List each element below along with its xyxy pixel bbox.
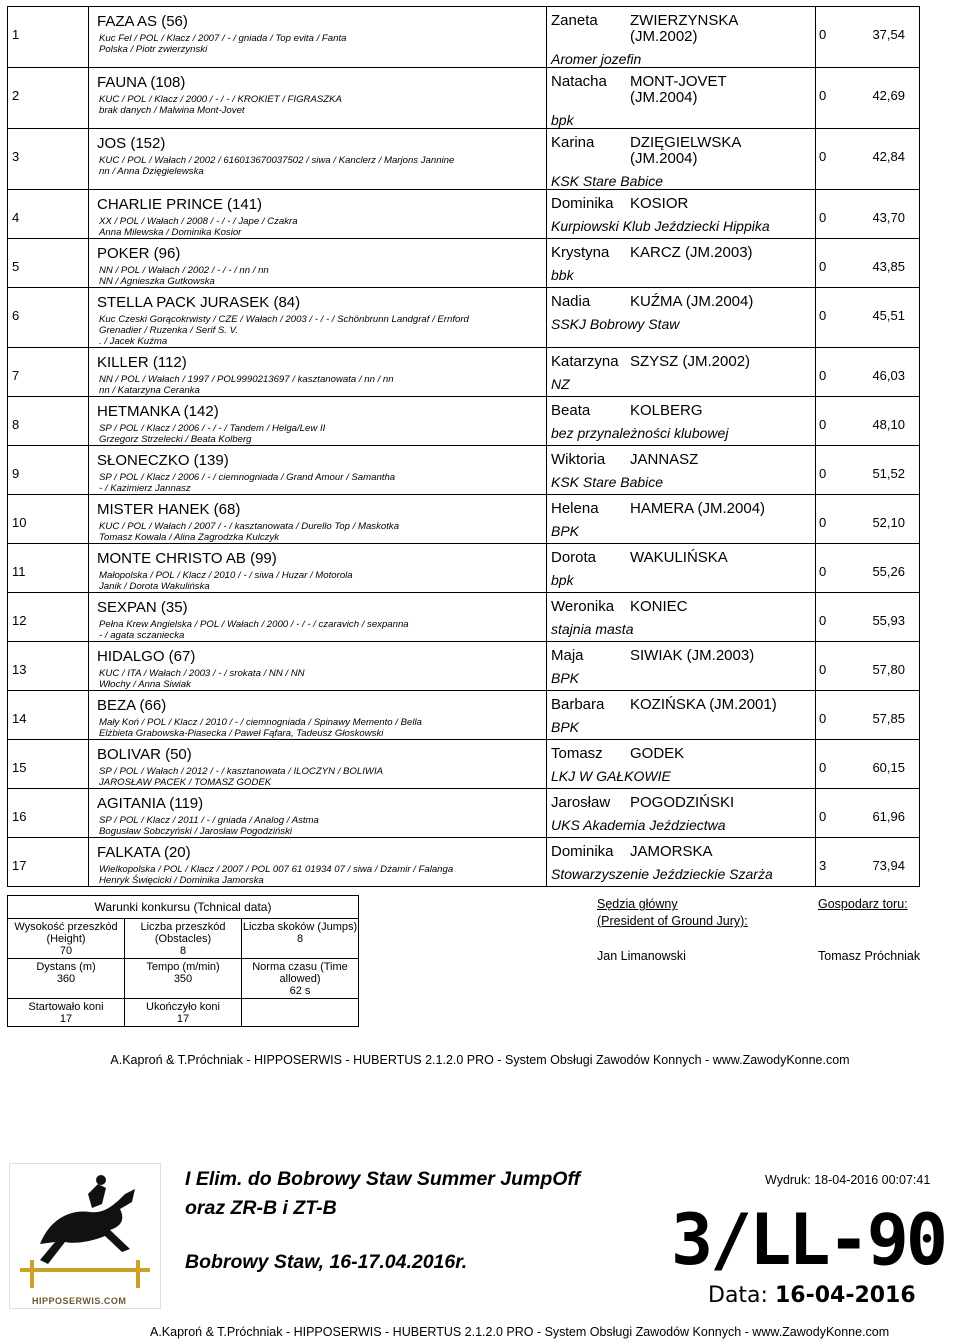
place-number: 4: [12, 210, 20, 225]
rider-last-name: KARCZ (JM.2003): [630, 244, 753, 261]
penalty-points: 3: [819, 858, 827, 873]
jumps-label: Liczba skoków (Jumps): [242, 921, 358, 933]
result-cell: [816, 348, 920, 397]
result-time: 61,96: [872, 809, 905, 824]
rider-first-name: Zaneta: [551, 12, 598, 29]
horse-cell: [89, 129, 547, 190]
rider-club: BPK: [551, 719, 580, 735]
place-number: 6: [12, 308, 20, 323]
rider-club: stajnia masta: [551, 621, 634, 637]
result-cell: [816, 446, 920, 495]
result-row: [8, 740, 920, 789]
distance-cell: [8, 959, 125, 999]
result-cell: [816, 397, 920, 446]
result-time: 45,51: [872, 308, 905, 323]
result-row: [8, 789, 920, 838]
event-title-line2: oraz ZR-B i ZT-B: [185, 1197, 337, 1219]
logo-text: HIPPOSERWIS.COM: [32, 1296, 127, 1306]
rider-cell: [547, 544, 816, 593]
judge-label-2: (President of Ground Jury):: [597, 914, 748, 928]
result-time: 55,93: [872, 613, 905, 628]
place-number: 15: [12, 760, 27, 775]
rider-club: SSKJ Bobrowy Staw: [551, 316, 680, 332]
rider-cell: [547, 190, 816, 239]
horse-description: KUC / ITA / Wałach / 2003 / - / srokata / NN / NN Włochy / Anna Siwiak: [99, 668, 305, 690]
result-row: [8, 7, 920, 68]
penalty-points: 0: [819, 760, 827, 775]
rider-cell: [547, 288, 816, 348]
penalty-points: 0: [819, 259, 827, 274]
result-cell: [816, 239, 920, 288]
penalty-points: 0: [819, 27, 827, 42]
result-row: [8, 544, 920, 593]
rider-cell: [547, 838, 816, 887]
software-credit-bottom: A.Kaproń & T.Próchniak - HIPPOSERWIS - HUBERTUS 2.1.2.0 PRO - System Obsługi Zawodów Konnych - www.ZawodyKonne.com: [150, 1325, 890, 1339]
horse-description: Wielkopolska / POL / Klacz / 2007 / POL 007 61 01934 07 / siwa / Dżamir / Falanga Henryk Święcicki / Dominika Jamorska: [99, 864, 454, 886]
obstacles-label: Liczba przeszkód (Obstacles): [140, 921, 226, 945]
horse-name: BOLIVAR (50): [97, 746, 192, 763]
result-time: 48,10: [872, 417, 905, 432]
height-cell: [8, 919, 125, 959]
place-cell: [8, 348, 89, 397]
rider-cell: [547, 348, 816, 397]
rider-last-name: KOZIŃSKA (JM.2001): [630, 696, 777, 713]
penalty-points: 0: [819, 466, 827, 481]
result-cell: [816, 593, 920, 642]
jumps-value: 8: [296, 933, 304, 945]
result-row: [8, 129, 920, 190]
horse-cell: [89, 642, 547, 691]
place-cell: [8, 544, 89, 593]
rider-first-name: Wiktoria: [551, 451, 606, 468]
result-time: 57,85: [872, 711, 905, 726]
horse-cell: [89, 691, 547, 740]
horse-name: JOS (152): [97, 135, 166, 152]
result-cell: [816, 495, 920, 544]
horse-name: HETMANKA (142): [97, 403, 219, 420]
result-row: [8, 397, 920, 446]
time-allowed-value: 62 s: [289, 985, 311, 998]
result-time: 43,85: [872, 259, 905, 274]
rider-last-name: POGODZIŃSKI: [630, 794, 735, 811]
result-row: [8, 691, 920, 740]
finished-value: 17: [176, 1013, 190, 1026]
print-timestamp: Wydruk: 18-04-2016 00:07:41: [765, 1173, 931, 1187]
penalty-points: 0: [819, 417, 827, 432]
rider-cell: [547, 642, 816, 691]
date-value: 16-04-2016: [774, 1283, 916, 1308]
result-cell: [816, 68, 920, 129]
place-cell: [8, 397, 89, 446]
rider-last-name: MONT-JOVET (JM.2004): [630, 73, 727, 106]
result-row: [8, 239, 920, 288]
event-title-line1: I Elim. do Bobrowy Staw Summer JumpOff: [185, 1168, 581, 1190]
horse-name: CHARLIE PRINCE (141): [97, 196, 263, 213]
horse-cell: [89, 288, 547, 348]
rider-last-name: SZYSZ (JM.2002): [630, 353, 751, 370]
place-number: 8: [12, 417, 20, 432]
rider-cell: [547, 789, 816, 838]
result-time: 57,80: [872, 662, 905, 677]
result-row: [8, 838, 920, 887]
result-row: [8, 190, 920, 239]
result-row: [8, 642, 920, 691]
date-line: [708, 1283, 916, 1308]
horse-description: SP / POL / Klacz / 2011 / - / gniada / Analog / Astma Bogusław Sobczyński / Jarosław Pogodziński: [99, 815, 319, 837]
rider-first-name: Natacha: [551, 73, 607, 90]
penalty-points: 0: [819, 809, 827, 824]
obstacles-value: 8: [179, 945, 187, 957]
rider-first-name: Tomasz: [551, 745, 603, 762]
rider-first-name: Barbara: [551, 696, 605, 713]
result-time: 51,52: [872, 466, 905, 481]
horse-name: AGITANIA (119): [97, 795, 204, 812]
result-time: 43,70: [872, 210, 905, 225]
place-cell: [8, 740, 89, 789]
place-cell: [8, 190, 89, 239]
rider-club: bez przynależności klubowej: [551, 425, 729, 441]
penalty-points: 0: [819, 613, 827, 628]
rider-last-name: JANNASZ: [630, 451, 699, 468]
result-time: 37,54: [872, 27, 905, 42]
place-number: 5: [12, 259, 20, 274]
rider-first-name: Katarzyna: [551, 353, 619, 370]
horse-name: BEZA (66): [97, 697, 167, 714]
rider-club: bpk: [551, 112, 574, 128]
place-number: 7: [12, 368, 20, 383]
place-cell: [8, 495, 89, 544]
penalty-points: 0: [819, 662, 827, 677]
place-cell: [8, 642, 89, 691]
rider-first-name: Dominika: [551, 195, 614, 212]
started-value: 17: [59, 1013, 73, 1026]
horse-cell: [89, 190, 547, 239]
rider-club: KSK Stare Babice: [551, 173, 664, 189]
started-cell: [8, 999, 125, 1027]
rider-club: KSK Stare Babice: [551, 474, 664, 490]
result-time: 46,03: [872, 368, 905, 383]
rider-last-name: DZIĘGIELWSKA (JM.2004): [630, 134, 742, 167]
rider-first-name: Krystyna: [551, 244, 610, 261]
rider-first-name: Helena: [551, 500, 599, 517]
obstacles-cell: [125, 919, 242, 959]
host-name: Tomasz Próchniak: [818, 949, 921, 963]
rider-first-name: Karina: [551, 134, 595, 151]
horse-name: MISTER HANEK (68): [97, 501, 241, 518]
horse-cell: [89, 68, 547, 129]
rider-first-name: Dominika: [551, 843, 614, 860]
result-row: [8, 288, 920, 348]
place-cell: [8, 288, 89, 348]
penalty-points: 0: [819, 515, 827, 530]
rider-cell: [547, 68, 816, 129]
place-cell: [8, 68, 89, 129]
judge-name: Jan Limanowski: [597, 949, 686, 963]
horse-description: Mały Koń / POL / Klacz / 2010 / - / ciemnogniada / Spinawy Memento / Bella Elżbieta Grabowska-Piasecka / Paweł Fąfara, Tadeusz Głoskowski: [99, 717, 422, 739]
rider-last-name: JAMORSKA: [630, 843, 713, 860]
place-cell: [8, 7, 89, 68]
place-number: 9: [12, 466, 20, 481]
result-time: 52,10: [872, 515, 905, 530]
place-cell: [8, 446, 89, 495]
result-cell: [816, 129, 920, 190]
distance-value: 360: [56, 973, 76, 986]
horse-cell: [89, 348, 547, 397]
horse-description: SP / POL / Klacz / 2006 / - / - / Tandem / Helga/Lew II Grzegorz Strzelecki / Beata Kolberg: [99, 423, 326, 445]
rider-club: Stowarzyszenie Jeździeckie Szarża: [551, 866, 773, 882]
result-cell: [816, 190, 920, 239]
place-cell: [8, 789, 89, 838]
place-number: 14: [12, 711, 27, 726]
rider-cell: [547, 740, 816, 789]
time-allowed-cell: [242, 959, 359, 999]
result-row: [8, 348, 920, 397]
software-credit: A.Kaproń & T.Próchniak - HIPPOSERWIS - HUBERTUS 2.1.2.0 PRO - System Obsługi Zawodów Konnych - www.ZawodyKonne.com: [110, 1053, 850, 1067]
rider-club: NZ: [551, 376, 570, 392]
horse-description: KUC / POL / Wałach / 2002 / 616013670037502 / siwa / Kanclerz / Marjons Jannine nn / Anna Dzięgielewska: [99, 155, 455, 177]
result-cell: [816, 288, 920, 348]
place-cell: [8, 838, 89, 887]
rider-cell: [547, 691, 816, 740]
horse-description: Kuc Czeski Gorącokrwisty / CZE / Wałach / 2003 / - / - / Schönbrunn Landgraf / Ernford Grenadier / Ruzenka / Serif S. V. . / Jacek Kuźma: [99, 314, 469, 347]
rider-first-name: Nadia: [551, 293, 591, 310]
rider-club: Kurpiowski Klub Jeździecki Hippika: [551, 218, 770, 234]
place-number: 1: [12, 27, 20, 42]
place-number: 13: [12, 662, 27, 677]
place-number: 2: [12, 88, 20, 103]
penalty-points: 0: [819, 711, 827, 726]
result-cell: [816, 642, 920, 691]
horse-name: SŁONECZKO (139): [97, 452, 229, 469]
rider-club: UKS Akademia Jeździectwa: [551, 817, 726, 833]
horse-description: KUC / POL / Klacz / 2000 / - / - / KROKIET / FIGRASZKA brak danych / Malwina Mont-Jovet: [99, 94, 342, 116]
started-label: Startowało koni: [28, 1001, 104, 1014]
finished-label: Ukończyło koni: [146, 1001, 220, 1014]
horse-cell: [89, 397, 547, 446]
result-row: [8, 446, 920, 495]
judge-label-1: Sędzia główny: [597, 897, 678, 911]
result-cell: [816, 838, 920, 887]
conditions-title: Warunki konkursu (Tchnical data): [8, 896, 359, 919]
rider-first-name: Beata: [551, 402, 591, 419]
rider-cell: [547, 397, 816, 446]
horse-description: Pełna Krew Angielska / POL / Wałach / 2000 / - / - / czaravich / sexpanna - / agata sczaniecka: [99, 619, 409, 641]
distance-label: Dystans (m): [36, 961, 96, 974]
rider-first-name: Dorota: [551, 549, 597, 566]
result-time: 42,84: [872, 149, 905, 164]
rider-cell: [547, 129, 816, 190]
tempo-cell: [125, 959, 242, 999]
rider-club: bbk: [551, 267, 574, 283]
rider-cell: [547, 239, 816, 288]
event-place-date: Bobrowy Staw, 16-17.04.2016r.: [185, 1251, 468, 1273]
horse-jump-icon: [10, 1164, 160, 1294]
horse-cell: [89, 740, 547, 789]
horse-name: FALKATA (20): [97, 844, 191, 861]
rider-club: LKJ W GAŁKOWIE: [551, 768, 671, 784]
height-value: 70: [59, 945, 73, 957]
horse-cell: [89, 446, 547, 495]
result-cell: [816, 544, 920, 593]
rider-first-name: Maja: [551, 647, 584, 664]
rider-club: Aromer jozefin: [551, 51, 642, 67]
horse-cell: [89, 495, 547, 544]
rider-club: bpk: [551, 572, 574, 588]
horse-cell: [89, 593, 547, 642]
rider-last-name: WAKULIŃSKA: [630, 549, 728, 566]
rider-last-name: KOSIOR: [630, 195, 689, 212]
penalty-points: 0: [819, 210, 827, 225]
result-time: 60,15: [872, 760, 905, 775]
horse-name: STELLA PACK JURASEK (84): [97, 294, 301, 311]
horse-cell: [89, 544, 547, 593]
rider-cell: [547, 593, 816, 642]
result-cell: [816, 789, 920, 838]
horse-description: XX / POL / Wałach / 2008 / - / - / Jape / Czakra Anna Milewska / Dominika Kosior: [99, 216, 298, 238]
place-cell: [8, 129, 89, 190]
place-number: 10: [12, 515, 27, 530]
horse-name: SEXPAN (35): [97, 599, 188, 616]
class-code: 3/LL-90: [671, 1199, 946, 1281]
horse-cell: [89, 789, 547, 838]
rider-club: BPK: [551, 670, 580, 686]
empty-cell: [242, 999, 359, 1027]
place-cell: [8, 593, 89, 642]
rider-cell: [547, 446, 816, 495]
penalty-points: 0: [819, 88, 827, 103]
finished-cell: [125, 999, 242, 1027]
rider-first-name: Jarosław: [551, 794, 611, 811]
results-table: [7, 6, 920, 887]
result-time: 42,69: [872, 88, 905, 103]
penalty-points: 0: [819, 564, 827, 579]
result-row: [8, 593, 920, 642]
rider-cell: [547, 7, 816, 68]
horse-description: Małopolska / POL / Klacz / 2010 / - / siwa / Huzar / Motorola Janik / Dorota Wakulińska: [99, 570, 353, 592]
horse-description: Kuc Fel / POL / Klacz / 2007 / - / gniada / Top evita / Fanta Polska / Piotr zwierzynski: [99, 33, 347, 55]
result-time: 55,26: [872, 564, 905, 579]
rider-cell: [547, 495, 816, 544]
horse-description: NN / POL / Wałach / 1997 / POL9990213697 / kasztanowata / nn / nn nn / Katarzyna Ceranka: [99, 374, 394, 396]
tempo-label: Tempo (m/min): [146, 961, 220, 974]
rider-club: BPK: [551, 523, 580, 539]
penalty-points: 0: [819, 368, 827, 383]
result-cell: [816, 740, 920, 789]
rider-last-name: KUŹMA (JM.2004): [630, 293, 754, 310]
height-label: Wysokość przeszkód (Height): [14, 921, 118, 945]
result-cell: [816, 691, 920, 740]
place-number: 17: [12, 858, 27, 873]
date-label: Data:: [708, 1283, 768, 1308]
horse-name: FAZA AS (56): [97, 13, 188, 30]
place-number: 12: [12, 613, 27, 628]
result-time: 73,94: [872, 858, 905, 873]
horse-description: SP / POL / Klacz / 2006 / - / ciemnogniada / Grand Amour / Samantha - / Kazimierz Jannasz: [99, 472, 396, 494]
horse-cell: [89, 7, 547, 68]
horse-name: POKER (96): [97, 245, 181, 262]
horse-name: FAUNA (108): [97, 74, 186, 91]
horse-name: KILLER (112): [97, 354, 187, 371]
result-row: [8, 68, 920, 129]
rider-last-name: ZWIERZYNSKA (JM.2002): [630, 12, 739, 45]
place-cell: [8, 239, 89, 288]
tempo-value: 350: [173, 973, 193, 986]
conditions-table: [7, 895, 359, 1027]
horse-name: MONTE CHRISTO AB (99): [97, 550, 277, 567]
penalty-points: 0: [819, 308, 827, 323]
horse-cell: [89, 838, 547, 887]
rider-last-name: KOLBERG: [630, 402, 703, 419]
penalty-points: 0: [819, 149, 827, 164]
horse-description: KUC / POL / Wałach / 2007 / - / kasztanowata / Durello Top / Maskotka Tomasz Kowala / Alina Zagrodzka Kulczyk: [99, 521, 400, 543]
result-cell: [816, 7, 920, 68]
rider-last-name: SIWIAK (JM.2003): [630, 647, 755, 664]
jumps-cell: [242, 919, 359, 959]
rider-last-name: HAMERA (JM.2004): [630, 500, 766, 517]
time-allowed-label: Norma czasu (Time allowed): [252, 961, 348, 986]
place-number: 16: [12, 809, 27, 824]
rider-first-name: Weronika: [551, 598, 615, 615]
horse-cell: [89, 239, 547, 288]
rider-last-name: KONIEC: [630, 598, 688, 615]
result-row: [8, 495, 920, 544]
results-body: [8, 7, 920, 887]
place-cell: [8, 691, 89, 740]
host-label: Gospodarz toru:: [818, 897, 908, 911]
rider-last-name: GODEK: [630, 745, 685, 762]
horse-description: NN / POL / Wałach / 2002 / - / - / nn / nn NN / Agnieszka Gutkowska: [99, 265, 269, 287]
horse-description: SP / POL / Wałach / 2012 / - / kasztanowata / ILOCZYN / BOLIWIA JAROSŁAW PACEK / TOMASZ GODEK: [99, 766, 384, 788]
hipposerwis-logo: [9, 1163, 161, 1309]
place-number: 11: [12, 564, 26, 579]
place-number: 3: [12, 149, 20, 164]
horse-name: HIDALGO (67): [97, 648, 196, 665]
